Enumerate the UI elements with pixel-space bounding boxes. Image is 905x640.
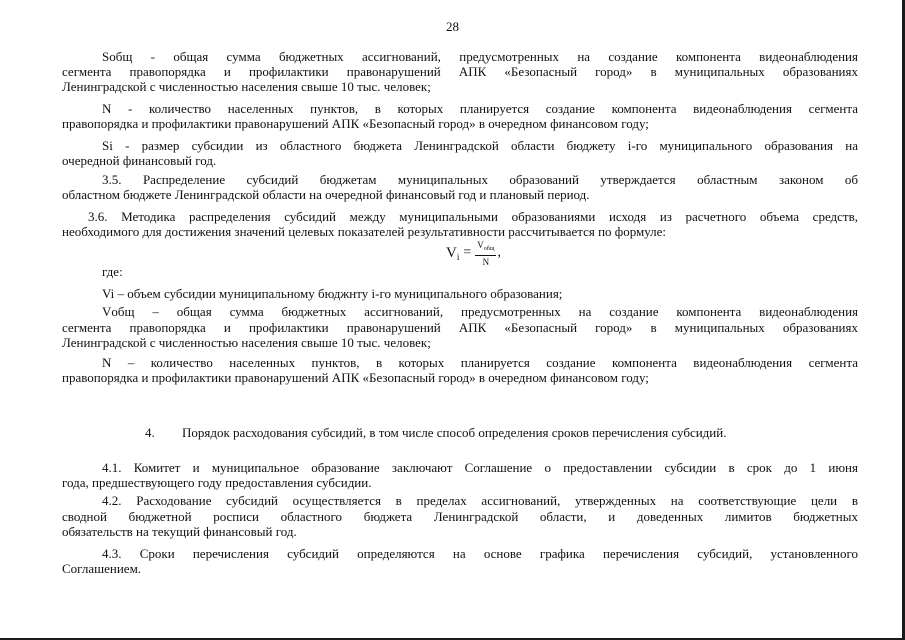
paragraph-line: Ленинградской с численностью населения свыше 10 тыс. человек; bbox=[62, 79, 431, 94]
paragraph-line: правопорядка и профилактики правонарушений АПК «Безопасный город» в очередном финансовом году; bbox=[62, 116, 649, 131]
paragraph-line: 4.3. Сроки перечисления субсидий определяются на основе графика перечисления субсидий, установленного bbox=[102, 546, 858, 561]
formula-equals: = bbox=[463, 245, 472, 260]
paragraph-line: очередной финансовый год. bbox=[62, 153, 217, 168]
paragraph-line: 3.5. Распределение субсидий бюджетам муниципальных образований утверждается областным законом об bbox=[102, 172, 858, 187]
page-number: 28 bbox=[446, 19, 459, 34]
paragraph-line: года, предшествующего году предоставления субсидии. bbox=[62, 475, 372, 490]
paragraph-line: где: bbox=[102, 264, 123, 279]
paragraph-line: 4.1. Комитет и муниципальное образование заключают Соглашение о предоставлении субсидии в срок до 1 июня bbox=[102, 460, 858, 475]
paragraph-line: Соглашением. bbox=[62, 561, 142, 576]
paragraph-line: сводной бюджетной росписи областного бюджета Ленинградской области, и доведенных лимитов бюджетных bbox=[62, 509, 858, 524]
paragraph-line: N - количество населенных пунктов, в которых планируется создание компонента видеонаблюдения сегмента bbox=[102, 101, 858, 116]
formula-lhs: $V_i$ bbox=[446, 244, 460, 262]
paragraph-line: Ленинградской с численностью населения свыше 10 тыс. человек; bbox=[62, 335, 431, 350]
formula-comma: , bbox=[497, 245, 501, 260]
formula-denominator: N bbox=[482, 256, 490, 267]
paragraph-line: Vi – объем субсидии муниципальному бюджнту i-го муниципального образования; bbox=[102, 286, 563, 301]
paragraph-line: Vобщ – общая сумма бюджетных ассигнований, предусмотренных на создание компонента видеонаблюдения bbox=[102, 304, 858, 319]
paragraph-line: сегмента правопорядка и профилактики правонарушений АПК «Безопасный город» в муниципальных образованиях bbox=[62, 64, 858, 79]
paragraph-line: 4.2. Расходование субсидий осуществляется в пределах ассигнований, утвержденных на соответствующие цели в bbox=[102, 493, 858, 508]
paragraph-line: областном бюджете Ленинградской области на очередной финансовый год и плановый период. bbox=[62, 187, 590, 202]
paragraph-line: обязательств на текущий финансовый год. bbox=[62, 524, 297, 539]
paragraph-line: правопорядка и профилактики правонарушений АПК «Безопасный город» в очередном финансовом году; bbox=[62, 370, 649, 385]
paragraph-line: Si - размер субсидии из областного бюджета Ленинградской области бюджету i-го муниципального образования на bbox=[102, 138, 858, 153]
paragraph-line: 3.6. Методика распределения субсидий между муниципальными образованиями исходя из расчетного объема средств, bbox=[88, 209, 858, 224]
formula-fraction bbox=[475, 240, 496, 267]
formula-numerator: $V_{общ}$ bbox=[475, 240, 496, 256]
section-number: 4. bbox=[145, 425, 155, 440]
paragraph-line: N – количество населенных пунктов, в которых планируется создание компонента видеонаблюдения сегмента bbox=[102, 355, 858, 370]
paragraph-line: сегмента правопорядка и профилактики правонарушений АПК «Безопасный город» в муниципальных образованиях bbox=[62, 320, 858, 335]
subsidy-formula bbox=[446, 238, 501, 268]
paragraph-line: Sобщ - общая сумма бюджетных ассигнований, предусмотренных на создание компонента видеонаблюдения bbox=[102, 49, 858, 64]
section-title: Порядок расходования субсидий, в том числе способ определения сроков перечисления субсидий. bbox=[182, 425, 727, 440]
paragraph-line: необходимого для достижения значений целевых показателей результативности рассчитывается по формуле: bbox=[62, 224, 667, 239]
